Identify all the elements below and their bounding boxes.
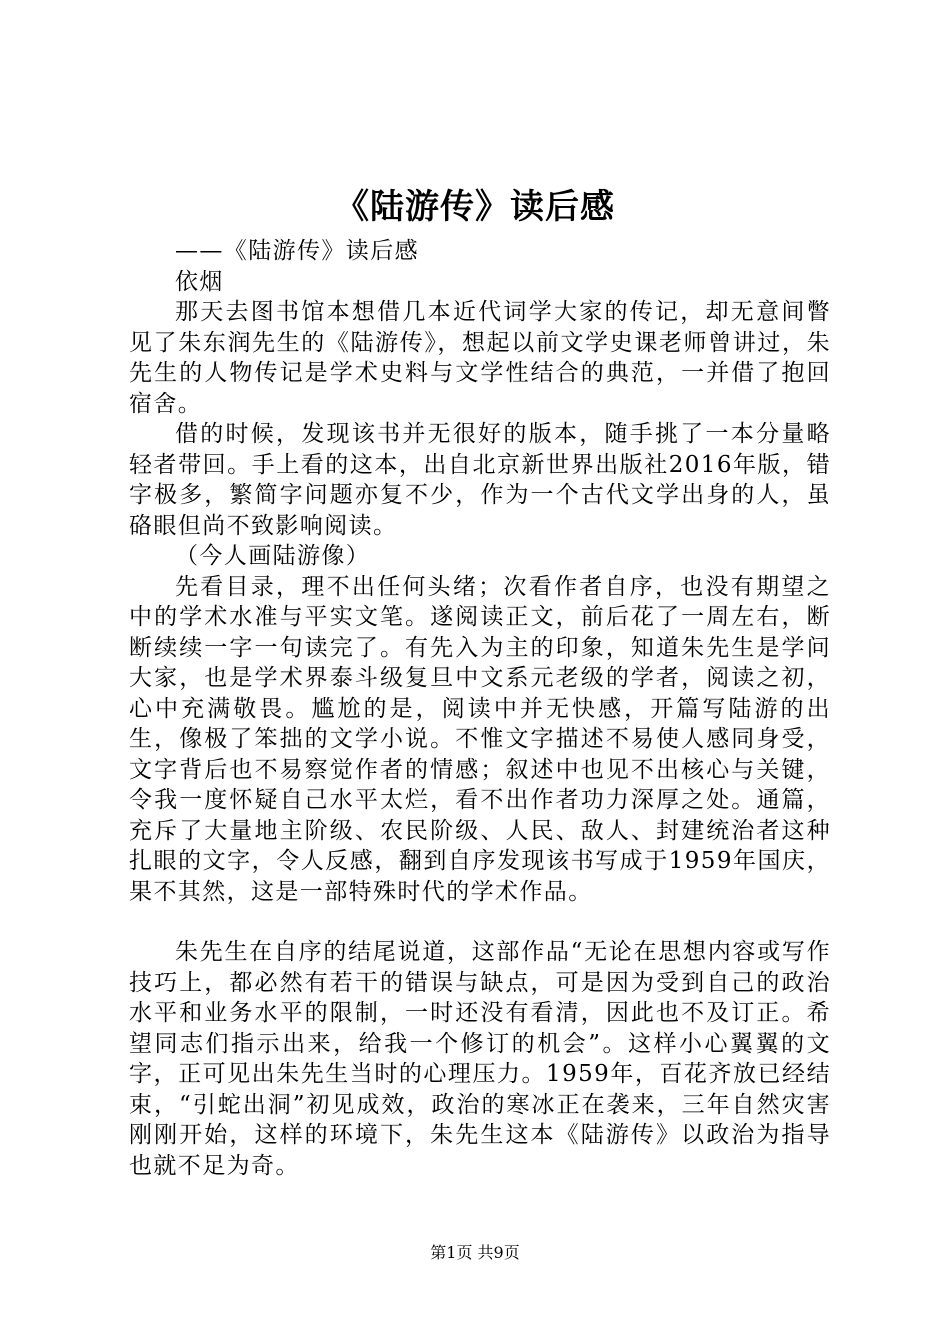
paragraph-1: 那天去图书馆本想借几本近代词学大家的传记，却无意间瞥见了朱东润先生的《陆游传》，想起以前文学史课老师曾讲过，朱先生的人物传记是学术史料与文学性结合的典范，一并借了抱回宿舍。	[129, 299, 831, 417]
paragraph-4: 朱先生在自序的结尾说道，这部作品“无论在思想内容或写作技巧上，都必然有若干的错误与缺点，可是因为受到自己的政治水平和业务水平的限制，一时还没有看清，因此也不及订正。希望同志们指示出来，给我一个修订的机会”。这样小心翼翼的文字，正可见出朱先生当时的心理压力。1959年，百花齐放已经结束，“引蛇出洞”初见成效，政治的寒冰正在袭来，三年自然灾害刚刚开始，这样的环境下，朱先生这本《陆游传》以政治为指导也就不足为奇。	[129, 939, 831, 1179]
subtitle-line: ——《陆游传》读后感	[175, 238, 419, 264]
paragraph-3: 先看目录，理不出任何头绪；次看作者自序，也没有期望之中的学术水准与平实文笔。遂阅读正文，前后花了一周左右，断断续续一字一句读完了。有先入为主的印象，知道朱先生是学问大家，也是学术界泰斗级复旦中文系元老级的学者，阅读之初，心中充满敬畏。尴尬的是，阅读中并无快感，开篇写陆游的出生，像极了笨拙的文学小说。不惟文字描述不易使人感同身受，文字背后也不易察觉作者的情感；叙述中也见不出核心与关键，令我一度怀疑自己水平太烂，看不出作者功力深厚之处。通篇，充斥了大量地主阶级、农民阶级、人民、敌人、封建统治者这种扎眼的文字，令人反感，翻到自序发现该书写成于1959年国庆，果不其然，这是一部特殊时代的学术作品。	[129, 573, 831, 905]
document-body	[129, 236, 831, 1181]
author-line: 依烟	[175, 268, 224, 295]
image-caption: （今人画陆游像）	[175, 543, 371, 569]
paragraph-2: 借的时候，发现该书并无很好的版本，随手挑了一本分量略轻者带回。手上看的这本，出自北京新世界出版社2016年版，错字极多，繁简字问题亦复不少，作为一个古代文学出身的人，虽硌眼但尚不致影响阅读。	[129, 421, 831, 539]
page-indicator: 第1页 共9页	[430, 1243, 520, 1262]
document-title: 《陆游传》读后感	[335, 187, 615, 227]
